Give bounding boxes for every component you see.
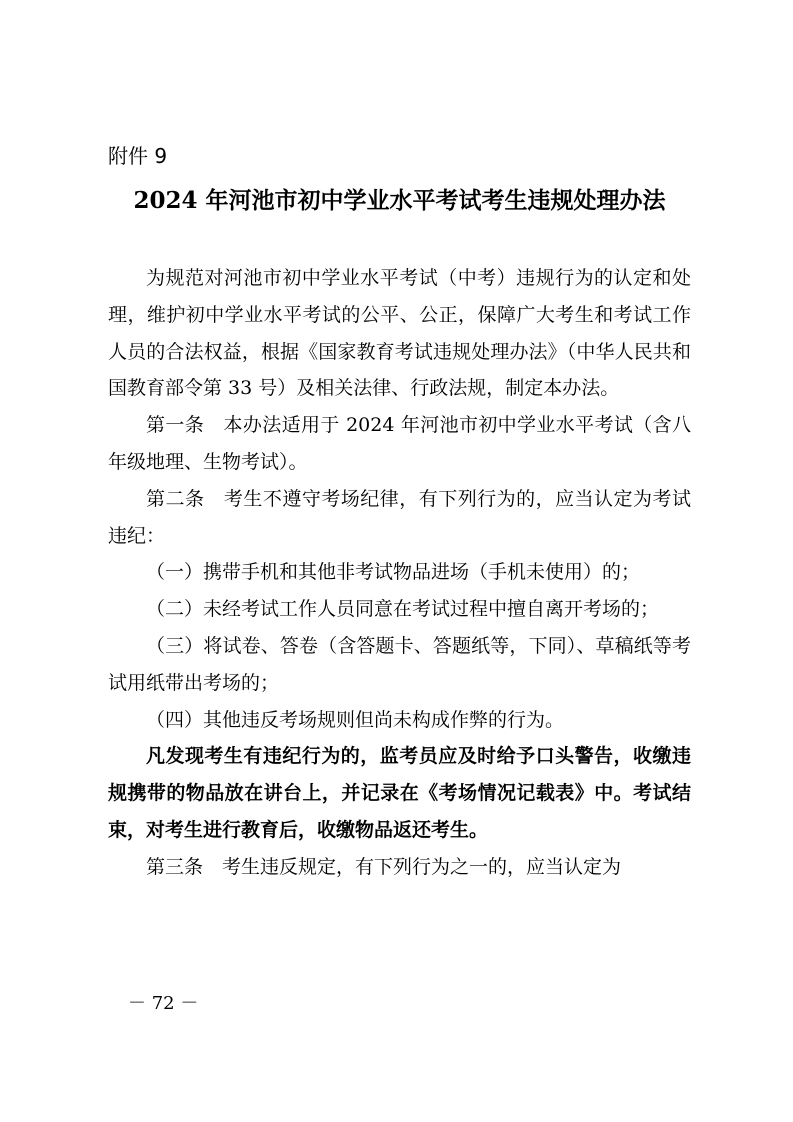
document-body: [108, 260, 691, 886]
list-item: （四）其他违反考场规则但尚未构成作弊的行为。: [146, 708, 565, 731]
article-2: 第二条 考生不遵守考场纪律，有下列行为的，应当认定为考试违纪：: [108, 487, 691, 547]
attachment-label: 附件 9: [108, 144, 168, 168]
article-3: 第三条 考生违反规定，有下列行为之一的，应当认定为: [146, 855, 622, 878]
list-item: （三）将试卷、答卷（含答题卡、答题纸等，下同）、草稿纸等考试用纸带出考场的；: [108, 634, 691, 694]
bold-notice-paragraph: 凡发现考生有违纪行为的，监考员应及时给予口头警告，收缴违规携带的物品放在讲台上，并记录在《考场情况记载表》中。考试结束，对考生进行教育后，收缴物品返还考生。: [108, 745, 691, 841]
page-number: － 72 －: [128, 993, 199, 1014]
article-1: 第一条 本办法适用于 2024 年河池市初中学业水平考试（含八年级地理、生物考试）。: [108, 414, 691, 473]
document-title: 2024 年河池市初中学业水平考试考生违规处理办法: [133, 187, 666, 214]
list-item: （二）未经考试工作人员同意在考试过程中擅自离开考场的；: [146, 598, 660, 621]
intro-paragraph: 为规范对河池市初中学业水平考试（中考）违规行为的认定和处理，维护初中学业水平考试的公平、公正，保障广大考生和考试工作人员的合法权益，根据《国家教育考试违规处理办法》（中华人民共和国教育部令第 33 号）及相关法律、行政法规，制定本办法。: [108, 267, 691, 400]
list-item: （一）携带手机和其他非考试物品进场（手机未使用）的；: [146, 561, 641, 584]
